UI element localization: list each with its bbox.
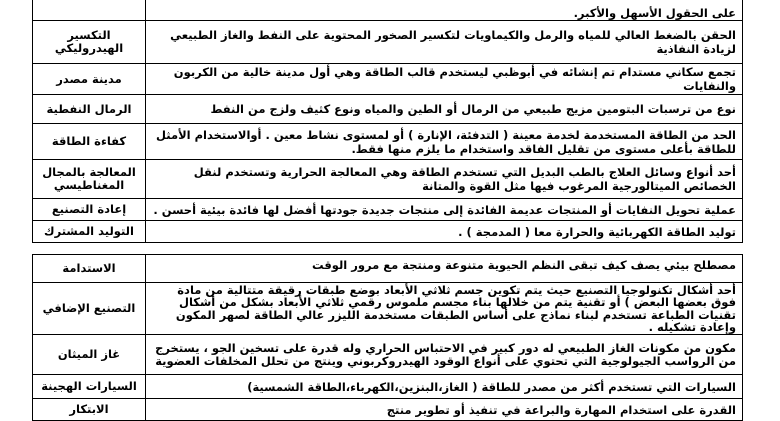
table-row <box>33 160 743 199</box>
term-cell: التوليد المشترك <box>33 221 146 243</box>
definition-cell: القدرة على استخدام المهارة والبراعة في تنفيذ أو تطوير منتج <box>146 399 743 421</box>
term-cell: مدينة مصدر <box>33 64 146 95</box>
definition-cell: الحد من الطاقة المستخدمة لخدمة معينة ( التدفئة، الإنارة ) أو لمستوى نشاط معين . أوالاستخدام الأمثل للطاقة بأعلى مستوى من تقليل الفاقد واستخدام ما يلزم منها فقط. <box>146 124 743 160</box>
glossary-table-2 <box>32 254 743 421</box>
definition-cell: تجمع سكاني مستدام تم إنشائه في أبوظبي ليستخدم قالب الطاقة وهي أول مدينة خالية من الكربون والنفايات <box>146 64 743 95</box>
table-row <box>33 375 743 399</box>
table-row <box>33 255 743 283</box>
definition-cell: مصطلح بيئي يصف كيف تبقى النظم الحيوية متنوعة ومنتجة مع مرور الوقت <box>146 255 743 283</box>
glossary-table-1 <box>32 0 743 243</box>
definition-cell: الحقن بالضغط العالي للمياه والرمل والكيماويات لتكسير الصخور المحتوية على النفط والغاز الطبيعي لزيادة النفاذية <box>146 21 743 64</box>
definition-cell: مكون من مكونات الغاز الطبيعي له دور كبير في الاحتباس الحراري وله قدرة على تسخين الجو ، يستخرج من الرواسب الجيولوجية التي تحتوي على أنواع الوقود الهيدروكربوني وينتج من تحلل المخلفات العضوية <box>146 335 743 375</box>
table-row <box>33 64 743 95</box>
term-cell <box>33 0 146 21</box>
table-row <box>33 124 743 160</box>
definition-cell: على الحقول الأسهل والأكبر. <box>146 0 743 21</box>
term-cell: كفاءة الطاقة <box>33 124 146 160</box>
table-row <box>33 399 743 421</box>
table-row <box>33 0 743 21</box>
table-row <box>33 199 743 221</box>
table-row <box>33 95 743 124</box>
definition-cell: نوع من ترسبات البتومين مزيج طبيعي من الرمال أو الطين والمياه ونوع كثيف ولزج من النفط <box>146 95 743 124</box>
definition-cell: أحد أشكال تكنولوجيا التصنيع حيث يتم تكوين جسم ثلاثي الأبعاد بوضع طبقات رقيقة متتالية من مادة فوق بعضها البعض ) أو تقنية يتم من خلالها بناء مجسم ملموس رقمي ثلاثي الأبعاد بشكل من أشكال تقنيات الطباعة تستخدم لبناء نماذج على أساس الطبقات مستخدمة الليزر عالي الطاقة لصهر المكون وإعادة تشكيله . <box>146 283 743 335</box>
term-cell: إعادة التصنيع <box>33 199 146 221</box>
table-row <box>33 335 743 375</box>
term-cell: المعالجة بالمجال المغناطيسي <box>33 160 146 199</box>
term-cell: الرمال النفطية <box>33 95 146 124</box>
table-row <box>33 21 743 64</box>
definition-cell: توليد الطاقة الكهربائية والحرارة معا ( المدمجة ) . <box>146 221 743 243</box>
term-cell: الابتكار <box>33 399 146 421</box>
table-row <box>33 283 743 335</box>
term-cell: السيارات الهجينة <box>33 375 146 399</box>
term-cell: غاز الميثان <box>33 335 146 375</box>
definition-cell: عملية تحويل النفايات أو المنتجات عديمة الفائدة إلى منتجات جديدة جودتها أفضل لها فائدة بيئية أحسن . <box>146 199 743 221</box>
term-cell: التصنيع الإضافي <box>33 283 146 335</box>
table-row <box>33 221 743 243</box>
definition-cell: أحد أنواع وسائل العلاج بالطب البديل التي تستخدم الطاقة وهي المعالجة الحرارية وتستخدم لنقل الخصائص الميتالورجية المرغوب فيها مثل القوة والمتانة <box>146 160 743 199</box>
definition-cell: السيارات التي تستخدم أكثر من مصدر للطاقة ( الغاز،البنزين،الكهرباء،الطاقة الشمسية) <box>146 375 743 399</box>
term-cell: الاستدامة <box>33 255 146 283</box>
term-cell: التكسير الهيدروليكي <box>33 21 146 64</box>
